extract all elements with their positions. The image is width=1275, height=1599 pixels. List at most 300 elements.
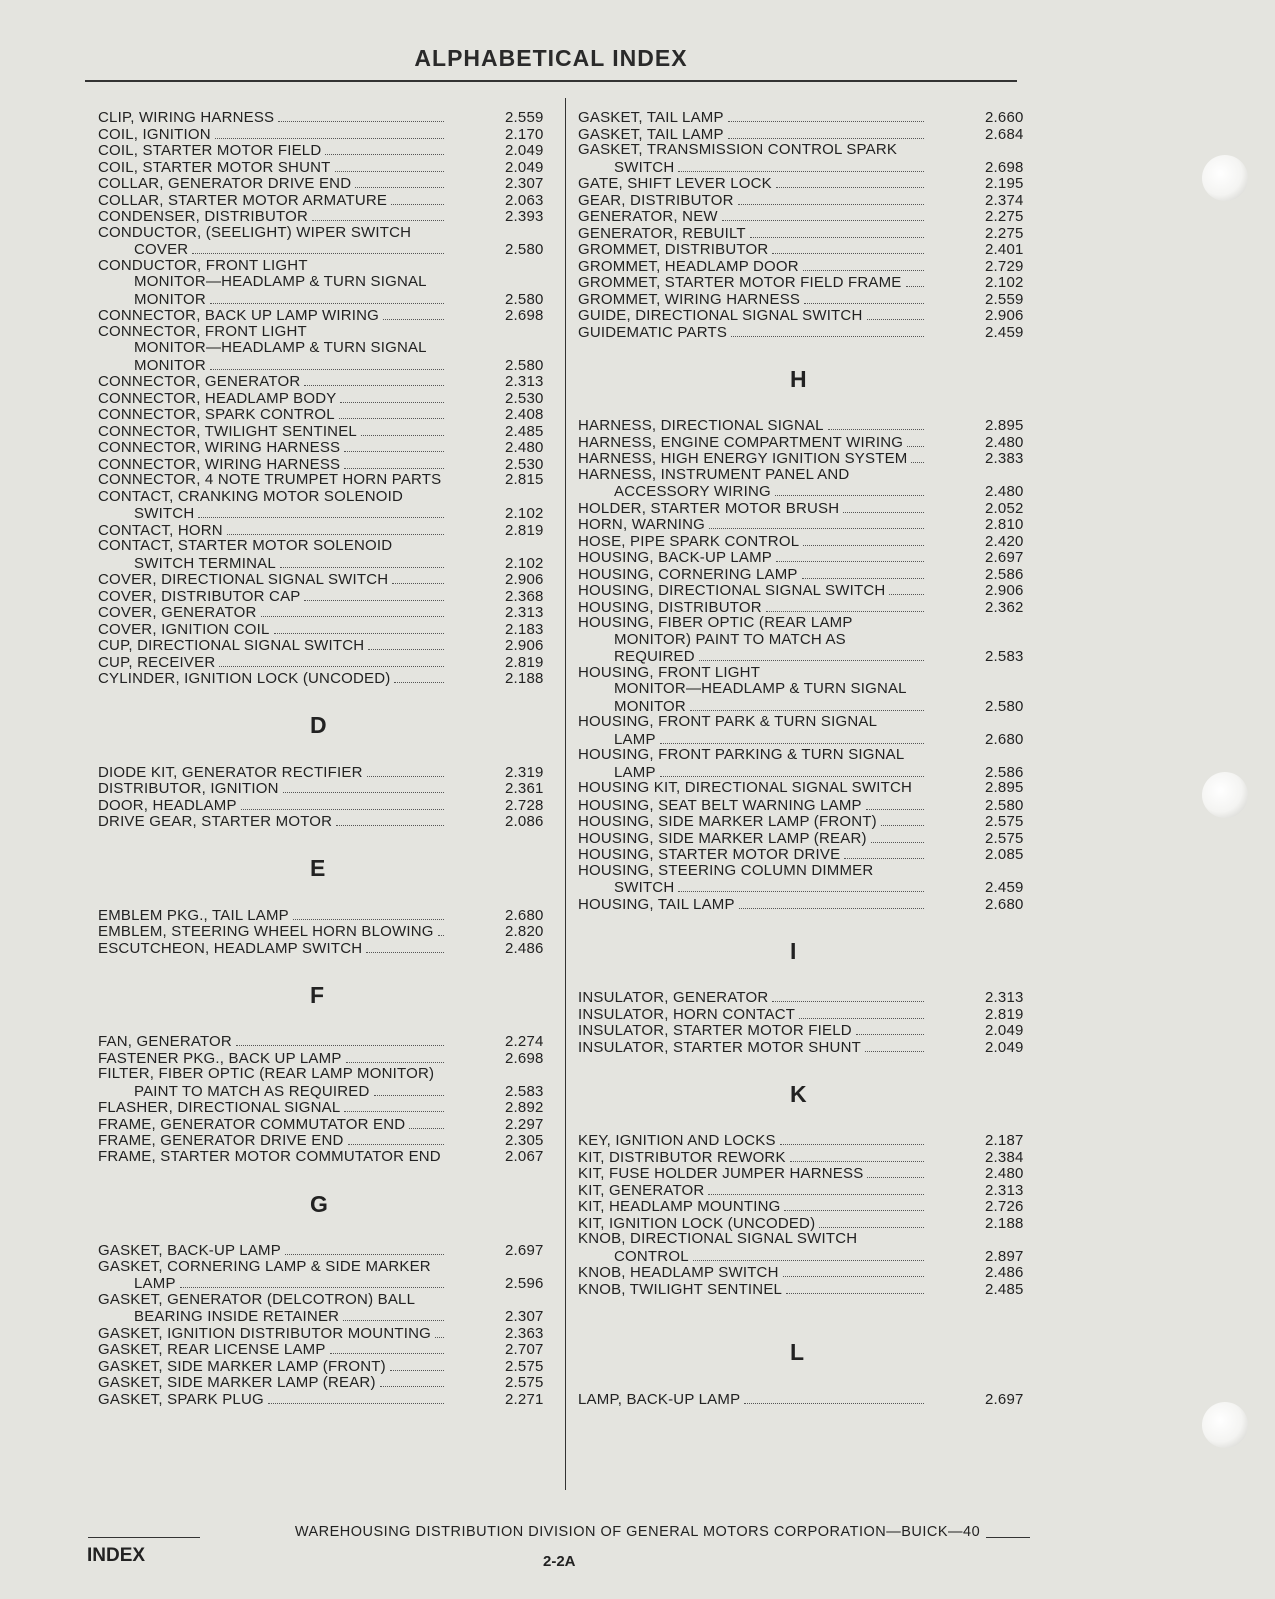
index-entry <box>98 1275 553 1292</box>
dot-leader <box>278 109 444 122</box>
page-reference: 2.313 <box>985 989 1024 1006</box>
entry-text: FRAME, GENERATOR DRIVE END <box>98 1132 344 1149</box>
page-reference: 2.575 <box>985 813 1024 830</box>
section-gap <box>578 912 1033 929</box>
page-reference: 2.086 <box>505 813 544 830</box>
dot-leader <box>227 522 444 535</box>
index-entry <box>578 225 1033 242</box>
page-reference: 2.726 <box>985 1198 1024 1215</box>
entry-text: GASKET, REAR LICENSE LAMP <box>98 1341 326 1358</box>
index-entry <box>578 797 1033 814</box>
dot-leader <box>772 241 924 254</box>
dot-leader <box>906 274 925 287</box>
page-reference: 2.580 <box>505 356 544 374</box>
page-reference: 2.384 <box>985 1148 1024 1166</box>
page-reference: 2.895 <box>985 779 1024 796</box>
index-entry <box>98 1308 553 1325</box>
dot-leader <box>374 1083 444 1096</box>
index-entry <box>578 665 1033 682</box>
dot-leader <box>739 896 924 909</box>
section-gap <box>578 1314 1033 1331</box>
entry-text: DISTRIBUTOR, IGNITION <box>98 780 279 797</box>
dot-leader <box>709 516 924 529</box>
entry-text: HOUSING, SEAT BELT WARNING LAMP <box>578 796 862 814</box>
entry-text: KNOB, DIRECTIONAL SIGNAL SWITCH <box>578 1230 858 1247</box>
section-label: INDEX <box>87 1545 146 1566</box>
page-reference: 2.906 <box>985 307 1024 324</box>
index-entry <box>98 764 553 781</box>
section-gap <box>578 1055 1033 1072</box>
dot-leader <box>293 907 444 920</box>
dot-leader <box>268 1391 444 1404</box>
index-entry <box>578 208 1033 225</box>
index-entry <box>98 571 553 588</box>
dot-leader <box>180 1275 444 1288</box>
page-reference: 2.486 <box>985 1264 1024 1281</box>
index-entry <box>578 159 1033 176</box>
entry-text: COIL, IGNITION <box>98 125 211 143</box>
index-entry <box>578 1231 1033 1248</box>
entry-text: CONDENSER, DISTRIBUTOR <box>98 208 308 225</box>
entry-text: CYLINDER, IGNITION LOCK (UNCODED) <box>98 670 391 687</box>
entry-text: EMBLEM, STEERING WHEEL HORN BLOWING <box>98 923 434 940</box>
dot-leader <box>438 923 444 936</box>
dot-leader <box>261 604 444 617</box>
index-entry <box>98 489 553 506</box>
entry-text: GEAR, DISTRIBUTOR <box>578 191 734 209</box>
page-reference: 2.067 <box>505 1147 544 1165</box>
dot-leader <box>728 109 924 122</box>
index-entry <box>578 126 1033 143</box>
page-reference: 2.580 <box>505 241 544 258</box>
entry-text: DRIVE GEAR, STARTER MOTOR <box>98 813 333 830</box>
entry-text: SWITCH <box>614 879 675 896</box>
letter-heading: D <box>310 712 327 738</box>
entry-text: COIL, STARTER MOTOR SHUNT <box>98 158 331 176</box>
section-gap <box>578 1374 1033 1391</box>
index-entry <box>98 813 553 830</box>
index-entry <box>98 142 553 159</box>
dot-leader <box>699 648 924 661</box>
page-reference: 2.559 <box>505 109 544 126</box>
index-entry <box>578 483 1033 500</box>
index-entry <box>98 1341 553 1358</box>
index-entry <box>578 467 1033 484</box>
section-gap <box>578 1116 1033 1133</box>
entry-text: COVER, DISTRIBUTOR CAP <box>98 587 301 605</box>
index-entry <box>578 142 1033 159</box>
page-reference: 2.049 <box>985 1022 1024 1039</box>
page-reference: 2.188 <box>505 670 544 687</box>
dot-leader <box>693 1248 924 1261</box>
page-reference: 2.697 <box>985 549 1024 566</box>
entry-text: MONITOR) PAINT TO MATCH AS <box>614 630 846 648</box>
section-gap <box>98 1165 553 1182</box>
index-entry <box>578 434 1033 451</box>
dot-leader <box>210 291 444 304</box>
page-reference: 2.819 <box>505 521 544 539</box>
dot-leader <box>784 1198 924 1211</box>
binder-hole <box>1202 1402 1248 1448</box>
entry-text: REQUIRED <box>614 648 695 665</box>
index-entry <box>578 813 1033 830</box>
entry-text: HOSE, PIPE SPARK CONTROL <box>578 532 800 550</box>
index-entry <box>578 582 1033 599</box>
dot-leader <box>728 126 924 139</box>
index-entry <box>578 516 1033 533</box>
page-reference: 2.728 <box>505 796 544 814</box>
entry-text: FASTENER PKG., BACK UP LAMP <box>98 1049 342 1067</box>
dot-leader <box>368 637 444 650</box>
index-entry <box>98 1050 553 1067</box>
entry-text: INSULATOR, HORN CONTACT <box>578 1005 796 1023</box>
page-reference: 2.575 <box>505 1374 544 1391</box>
dot-leader <box>911 450 924 463</box>
page-reference: 2.596 <box>505 1275 544 1292</box>
index-entry <box>98 797 553 814</box>
page-reference: 2.486 <box>505 939 544 957</box>
letter-heading: G <box>310 1190 328 1217</box>
page-reference: 2.363 <box>505 1324 544 1342</box>
dot-leader <box>881 813 924 826</box>
page-reference: 2.660 <box>985 109 1024 126</box>
dot-leader <box>690 698 924 711</box>
page-reference: 2.530 <box>505 389 544 407</box>
index-entry <box>578 879 1033 896</box>
page-reference: 2.393 <box>505 208 544 225</box>
page-reference: 2.480 <box>985 483 1024 500</box>
index-entry <box>578 417 1033 434</box>
section-gap <box>98 687 553 704</box>
entry-text: HARNESS, INSTRUMENT PANEL AND <box>578 465 850 483</box>
dot-leader <box>738 192 924 205</box>
dot-leader <box>210 357 444 370</box>
index-entry <box>98 225 553 242</box>
index-entry <box>98 1259 553 1276</box>
index-entry <box>578 780 1033 797</box>
index-entry <box>98 522 553 539</box>
index-entry <box>578 1391 1033 1408</box>
page-reference: 2.892 <box>505 1099 544 1116</box>
dot-leader <box>336 813 444 826</box>
page-reference: 2.580 <box>505 290 544 308</box>
dot-leader <box>772 989 924 1002</box>
entry-text: KIT, DISTRIBUTOR REWORK <box>578 1148 786 1166</box>
page-reference: 2.183 <box>505 620 544 638</box>
index-entry <box>578 1165 1033 1182</box>
page-reference: 2.188 <box>985 1214 1024 1232</box>
entry-text: HOUSING, BACK-UP LAMP <box>578 549 772 566</box>
dot-leader <box>790 1149 924 1162</box>
index-entry <box>578 307 1033 324</box>
dot-leader <box>660 731 924 744</box>
dot-leader <box>325 142 444 155</box>
dot-leader <box>215 126 444 139</box>
index-entry <box>578 632 1033 649</box>
entry-text: CLIP, WIRING HARNESS <box>98 109 275 126</box>
index-entry <box>578 863 1033 880</box>
index-entry <box>98 307 553 324</box>
index-entry <box>98 357 553 374</box>
page-reference: 2.102 <box>985 274 1024 291</box>
index-entry <box>98 439 553 456</box>
entry-text: ESCUTCHEON, HEADLAMP SWITCH <box>98 939 363 957</box>
section-gap <box>578 340 1033 357</box>
section-gap <box>578 401 1033 418</box>
entry-text: GASKET, TAIL LAMP <box>578 109 724 126</box>
entry-text: GROMMET, DISTRIBUTOR <box>578 241 769 258</box>
dot-leader <box>889 582 924 595</box>
entry-text: GASKET, SIDE MARKER LAMP (FRONT) <box>98 1357 386 1375</box>
dot-leader <box>804 291 924 304</box>
index-entry <box>98 940 553 957</box>
dot-leader <box>867 1165 924 1178</box>
index-entry <box>578 1132 1033 1149</box>
section-gap <box>98 747 553 764</box>
entry-text: HOUSING, FRONT PARK & TURN SIGNAL <box>578 713 878 730</box>
entry-text: KEY, IGNITION AND LOCKS <box>578 1132 776 1149</box>
page-reference: 2.102 <box>505 554 544 572</box>
entry-text: MONITOR <box>614 697 686 715</box>
page-reference: 2.559 <box>985 290 1024 308</box>
index-entry <box>98 1391 553 1408</box>
entry-text: CONNECTOR, WIRING HARNESS <box>98 439 341 456</box>
page-reference: 2.698 <box>505 307 544 324</box>
dot-leader <box>361 423 444 436</box>
entry-text: LAMP, BACK-UP LAMP <box>578 1390 741 1408</box>
dot-leader <box>340 390 444 403</box>
page-reference: 2.374 <box>985 191 1024 209</box>
entry-text: HOUSING, CORNERING LAMP <box>578 565 798 583</box>
dot-leader <box>844 846 924 859</box>
dot-leader <box>383 307 444 320</box>
dot-leader <box>392 571 444 584</box>
index-entry <box>98 126 553 143</box>
page-reference: 2.580 <box>985 796 1024 814</box>
dot-leader <box>391 192 444 205</box>
page-reference: 2.819 <box>505 653 544 671</box>
index-entry <box>98 373 553 390</box>
page-reference: 2.401 <box>985 241 1024 258</box>
letter-heading: K <box>790 1080 807 1107</box>
entry-text: DIODE KIT, GENERATOR RECTIFIER <box>98 763 363 781</box>
page-reference: 2.485 <box>985 1280 1024 1298</box>
index-entry <box>578 1281 1033 1298</box>
dot-leader <box>367 764 444 777</box>
index-entry <box>578 764 1033 781</box>
entry-text: COVER, GENERATOR <box>98 604 257 621</box>
dot-leader <box>867 307 925 320</box>
index-entry <box>98 1033 553 1050</box>
dot-leader <box>344 1099 444 1112</box>
binder-hole <box>1202 772 1248 818</box>
index-entry <box>98 907 553 924</box>
dot-leader <box>775 483 924 496</box>
entry-text: CUP, RECEIVER <box>98 653 216 671</box>
index-entry <box>98 1066 553 1083</box>
page-reference: 2.684 <box>985 125 1024 143</box>
section-gap <box>98 1017 553 1034</box>
dot-leader <box>312 208 444 221</box>
entry-text: CUP, DIRECTIONAL SIGNAL SWITCH <box>98 637 365 654</box>
index-entry <box>578 747 1033 764</box>
entry-text: CONTACT, CRANKING MOTOR SOLENOID <box>98 487 404 505</box>
entry-text: CONNECTOR, BACK UP LAMP WIRING <box>98 307 380 324</box>
dot-leader <box>819 1215 924 1228</box>
index-entry <box>578 1182 1033 1199</box>
index-entry <box>578 549 1033 566</box>
dot-leader <box>236 1033 444 1046</box>
index-entry <box>98 1242 553 1259</box>
index-entry <box>98 923 553 940</box>
section-gap <box>98 1226 553 1243</box>
entry-text: HOUSING KIT, DIRECTIONAL SIGNAL SWITCH <box>578 779 913 796</box>
page-reference: 2.271 <box>505 1390 544 1408</box>
entry-text: COVER, DIRECTIONAL SIGNAL SWITCH <box>98 571 389 588</box>
index-entry <box>578 896 1033 913</box>
index-entry <box>98 291 553 308</box>
index-entry <box>578 291 1033 308</box>
page-reference: 2.480 <box>505 439 544 456</box>
title-rule <box>85 80 1017 82</box>
index-entry <box>578 1022 1033 1039</box>
dot-leader <box>856 1022 924 1035</box>
page-reference: 2.368 <box>505 587 544 605</box>
entry-text: MONITOR <box>134 290 206 308</box>
page-reference: 2.052 <box>985 499 1024 517</box>
dot-leader <box>285 1242 444 1255</box>
page-reference: 2.819 <box>985 1005 1024 1023</box>
dot-leader <box>865 1039 924 1052</box>
entry-text: GASKET, SIDE MARKER LAMP (REAR) <box>98 1374 376 1391</box>
index-entry <box>578 258 1033 275</box>
entry-text: HOUSING, DISTRIBUTOR <box>578 598 762 616</box>
page-reference: 2.480 <box>985 433 1024 451</box>
entry-text: KNOB, TWILIGHT SENTINEL <box>578 1280 783 1298</box>
entry-text: LAMP <box>614 730 656 748</box>
entry-text: CONNECTOR, SPARK CONTROL <box>98 406 335 423</box>
index-entry <box>98 274 553 291</box>
entry-text: GASKET, CORNERING LAMP & SIDE MARKER <box>98 1257 431 1275</box>
page-reference: 2.420 <box>985 532 1024 550</box>
index-entry <box>578 450 1033 467</box>
entry-text: CONNECTOR, FRONT LIGHT <box>98 322 307 340</box>
dot-leader <box>722 208 924 221</box>
index-entry <box>578 1006 1033 1023</box>
page-reference: 2.906 <box>505 637 544 654</box>
entry-text: KIT, IGNITION LOCK (UNCODED) <box>578 1214 816 1232</box>
entry-text: COVER <box>134 241 189 258</box>
index-entry <box>98 324 553 341</box>
entry-text: KNOB, HEADLAMP SWITCH <box>578 1264 779 1281</box>
page-reference: 2.049 <box>985 1038 1024 1056</box>
page-reference: 2.586 <box>985 763 1024 781</box>
entry-text: FRAME, GENERATOR COMMUTATOR END <box>98 1115 406 1133</box>
index-entry <box>98 423 553 440</box>
entry-text: HOUSING, SIDE MARKER LAMP (REAR) <box>578 829 867 847</box>
page-reference: 2.680 <box>505 906 544 924</box>
index-entry <box>578 698 1033 715</box>
index-entry <box>98 258 553 275</box>
dot-leader <box>348 1132 444 1145</box>
page-reference: 2.305 <box>505 1132 544 1149</box>
page-reference: 2.906 <box>985 582 1024 599</box>
dot-leader <box>799 1006 924 1019</box>
dot-leader <box>907 434 924 447</box>
page-reference: 2.313 <box>505 373 544 390</box>
page-reference: 2.697 <box>505 1242 544 1259</box>
entry-text: HARNESS, ENGINE COMPARTMENT WIRING <box>578 433 904 451</box>
entry-text: MONITOR—HEADLAMP & TURN SIGNAL <box>614 680 907 697</box>
page-reference: 2.575 <box>985 829 1024 847</box>
page-reference: 2.697 <box>985 1390 1024 1408</box>
letter-heading: H <box>790 365 807 392</box>
entry-text: GENERATOR, REBUILT <box>578 224 746 242</box>
index-entry <box>98 109 553 126</box>
entry-text: HOUSING, FRONT LIGHT <box>578 663 761 681</box>
footer-publisher: WAREHOUSING DISTRIBUTION DIVISION OF GENERAL MOTORS CORPORATION—BUICK—40 <box>289 1524 986 1540</box>
entry-text: ACCESSORY WIRING <box>614 483 771 500</box>
index-entry <box>578 192 1033 209</box>
page-reference: 2.170 <box>505 125 544 143</box>
index-entry <box>578 274 1033 291</box>
dot-leader <box>776 175 924 188</box>
dot-leader <box>274 621 444 634</box>
dot-leader <box>346 1050 444 1063</box>
entry-text: INSULATOR, GENERATOR <box>578 989 769 1006</box>
entry-text: GASKET, BACK-UP LAMP <box>98 1242 281 1259</box>
dot-leader <box>828 417 924 430</box>
dot-leader <box>871 830 924 843</box>
index-entry <box>98 780 553 797</box>
index-entry <box>578 500 1033 517</box>
section-gap <box>578 1297 1033 1314</box>
page-reference: 2.895 <box>985 417 1024 434</box>
index-entry <box>578 566 1033 583</box>
index-entry <box>98 192 553 209</box>
index-entry <box>578 731 1033 748</box>
page-reference: 2.707 <box>505 1341 544 1358</box>
index-entry <box>578 175 1033 192</box>
entry-text: HOUSING, FIBER OPTIC (REAR LAMP <box>578 614 853 631</box>
entry-text: SWITCH TERMINAL <box>134 554 276 572</box>
entry-text: HARNESS, DIRECTIONAL SIGNAL <box>578 417 824 434</box>
dot-leader <box>219 654 444 667</box>
dot-leader <box>766 599 924 612</box>
index-entry <box>578 615 1033 632</box>
page-reference: 2.274 <box>505 1033 544 1050</box>
index-entry <box>98 1083 553 1100</box>
dot-leader <box>198 505 444 518</box>
index-entry <box>98 340 553 357</box>
entry-text: COLLAR, GENERATOR DRIVE END <box>98 175 352 192</box>
entry-text: COLLAR, STARTER MOTOR ARMATURE <box>98 191 388 209</box>
page-reference: 2.583 <box>985 648 1024 665</box>
index-entry <box>98 241 553 258</box>
page-reference: 2.815 <box>505 471 544 488</box>
entry-text: INSULATOR, STARTER MOTOR FIELD <box>578 1022 852 1039</box>
page-reference: 2.102 <box>505 505 544 522</box>
index-entry <box>98 1132 553 1149</box>
page-reference: 2.820 <box>505 923 544 940</box>
page-reference: 2.810 <box>985 516 1024 533</box>
entry-text: INSULATOR, STARTER MOTOR SHUNT <box>578 1038 861 1056</box>
entry-text: MONITOR—HEADLAMP & TURN SIGNAL <box>134 273 427 290</box>
page-reference: 2.575 <box>505 1357 544 1375</box>
dot-leader <box>780 1132 924 1145</box>
index-entry <box>98 555 553 572</box>
index-entry <box>98 637 553 654</box>
